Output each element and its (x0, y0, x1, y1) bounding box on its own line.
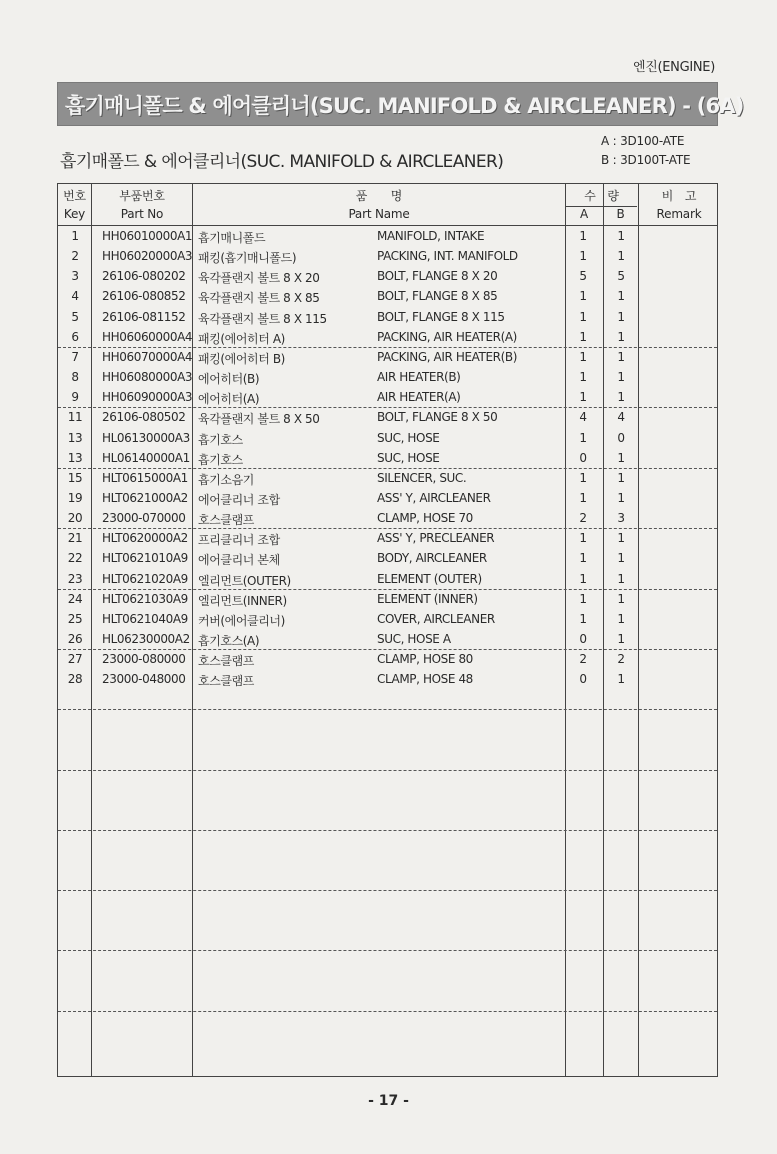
header-remark-en: Remark (656, 207, 702, 221)
cell-qty-b: 1 (617, 672, 625, 687)
cell-name-kr: 흡기소음기 (198, 472, 254, 487)
row-separator (58, 830, 717, 831)
table-row (58, 468, 717, 488)
cell-name-en: COVER, AIRCLEANER (377, 611, 495, 626)
section-label: 엔진(ENGINE) (632, 60, 715, 75)
cell-part-no: 26106-080202 (102, 269, 186, 284)
cell-name-kr: 커버(에어클리너) (198, 613, 285, 628)
cell-key: 25 (67, 611, 83, 626)
cell-part-no: HLT0615000A1 (102, 470, 188, 485)
cell-part-no: 23000-070000 (102, 511, 186, 526)
cell-name-kr: 패킹(에어히터 A) (198, 331, 285, 346)
cell-name-kr: 육각플랜지 볼트 8 X 85 (198, 291, 320, 306)
table-row (58, 589, 717, 609)
cell-key: 24 (67, 591, 83, 606)
table-row (58, 629, 717, 649)
cell-part-no: HLT0621040A9 (102, 611, 188, 626)
cell-name-en: SUC, HOSE (377, 450, 440, 465)
cell-qty-a: 1 (579, 430, 587, 445)
table-row (58, 508, 717, 528)
cell-name-en: BOLT, FLANGE 8 X 115 (377, 309, 505, 324)
cell-name-en: BOLT, FLANGE 8 X 20 (377, 269, 498, 284)
cell-name-en: PACKING, AIR HEATER(B) (377, 349, 517, 364)
cell-key: 13 (67, 430, 83, 445)
cell-qty-b: 0 (617, 430, 625, 445)
cell-key: 5 (71, 309, 79, 324)
table-row (58, 448, 717, 468)
cell-key: 19 (67, 490, 83, 505)
cell-qty-a: 1 (579, 390, 587, 405)
model-b-label: B : 3D100T-ATE (601, 153, 691, 167)
cell-part-no: 26106-080852 (102, 289, 186, 304)
cell-name-kr: 패킹(에어히터 B) (198, 351, 285, 366)
cell-name-kr: 에어히터(B) (198, 372, 260, 387)
cell-qty-a: 1 (579, 470, 587, 485)
cell-part-no: HL06230000A2 (102, 632, 190, 646)
cell-qty-b: 1 (617, 531, 625, 546)
cell-name-kr: 흡기호스(A) (198, 634, 260, 648)
cell-part-no: HH06080000A3 (102, 370, 193, 385)
cell-name-en: CLAMP, HOSE 48 (377, 672, 473, 687)
cell-qty-b: 5 (617, 269, 625, 284)
cell-name-en: PACKING, AIR HEATER(A) (377, 329, 517, 344)
cell-qty-a: 1 (579, 309, 587, 324)
cell-qty-a: 4 (579, 410, 587, 425)
row-separator (58, 770, 717, 771)
cell-part-no: 26106-080502 (102, 410, 186, 425)
cell-part-no: 26106-081152 (102, 309, 186, 324)
table-row (58, 387, 717, 407)
cell-key: 13 (67, 450, 83, 465)
header-key-en: Key (63, 207, 86, 221)
cell-key: 20 (67, 511, 83, 526)
cell-qty-a: 1 (579, 349, 587, 364)
cell-part-no: HLT0621000A2 (102, 490, 188, 505)
cell-name-en: SUC, HOSE A (377, 632, 451, 646)
cell-name-kr: 흡기호스 (198, 432, 243, 447)
cell-name-en: PACKING, INT. MANIFOLD (377, 249, 518, 264)
page-title: 흡기매니폴드 & 에어클리너(SUC. MANIFOLD & AIRCLEANER) - (6A) (65, 94, 744, 118)
cell-key: 1 (71, 229, 79, 243)
table-row (58, 266, 717, 286)
row-separator (58, 528, 717, 529)
parts-table (57, 183, 718, 1077)
cell-name-kr: 호스클램프 (198, 674, 254, 689)
table-row (58, 488, 717, 508)
cell-part-no: HLT0621030A9 (102, 591, 188, 606)
table-row (58, 226, 717, 246)
cell-qty-b: 1 (617, 551, 625, 566)
cell-name-kr: 육각플랜지 볼트 8 X 50 (198, 412, 320, 427)
cell-qty-a: 2 (579, 511, 587, 526)
cell-key: 26 (67, 632, 83, 646)
cell-name-kr: 프리클리너 조합 (198, 533, 280, 548)
header-partno-en: Part No (120, 207, 164, 221)
cell-name-kr: 엘리먼트(OUTER) (198, 573, 291, 588)
table-row (58, 569, 717, 589)
table-row (58, 548, 717, 568)
table-row (58, 327, 717, 347)
page-subtitle: 흡기매폴드 & 에어클리너(SUC. MANIFOLD & AIRCLEANER) (60, 152, 504, 172)
cell-name-en: BODY, AIRCLEANER (377, 551, 487, 566)
table-row (58, 428, 717, 448)
cell-part-no: 23000-080000 (102, 652, 186, 667)
cell-name-en: ASS' Y, AIRCLEANER (377, 490, 491, 505)
header-name-kr: 품 명 (355, 189, 403, 203)
table-row (58, 246, 717, 266)
cell-key: 3 (71, 269, 79, 284)
cell-part-no: HH06090000A3 (102, 390, 193, 405)
cell-key: 2 (71, 249, 79, 264)
cell-part-no: HH06060000A4 (102, 329, 193, 344)
cell-name-en: AIR HEATER(B) (377, 370, 461, 385)
cell-part-no: HL06140000A1 (102, 450, 190, 465)
cell-part-no: HH06070000A4 (102, 349, 193, 364)
cell-key: 7 (71, 349, 79, 364)
cell-name-kr: 에어히터(A) (198, 392, 260, 407)
cell-name-en: MANIFOLD, INTAKE (377, 229, 485, 243)
cell-key: 28 (67, 672, 83, 687)
cell-name-kr: 에어클리너 본체 (198, 553, 280, 568)
cell-qty-a: 1 (579, 531, 587, 546)
cell-qty-a: 0 (579, 632, 587, 646)
cell-key: 23 (67, 571, 83, 586)
title-banner (57, 82, 744, 126)
cell-qty-b: 1 (617, 450, 625, 465)
header-qty-b: B (616, 207, 625, 221)
row-separator (58, 709, 717, 710)
cell-qty-a: 5 (579, 269, 587, 284)
cell-name-en: BOLT, FLANGE 8 X 50 (377, 410, 498, 425)
cell-qty-b: 1 (617, 229, 625, 243)
cell-qty-a: 0 (579, 450, 587, 465)
row-separator (58, 468, 717, 469)
cell-qty-a: 1 (579, 229, 587, 243)
header-qty-a: A (579, 207, 588, 221)
cell-qty-a: 1 (579, 551, 587, 566)
cell-name-en: SILENCER, SUC. (377, 470, 467, 485)
row-separator (58, 950, 717, 951)
header-partno-kr: 부품번호 (119, 189, 165, 203)
model-a-label: A : 3D100-ATE (601, 134, 685, 148)
cell-qty-a: 1 (579, 249, 587, 264)
page-number: - 17 - (368, 1093, 409, 1109)
cell-name-kr: 흡기호스 (198, 452, 243, 467)
cell-part-no: HLT0620000A2 (102, 531, 188, 546)
cell-qty-b: 1 (617, 571, 625, 586)
cell-key: 8 (71, 370, 79, 385)
table-row (58, 347, 717, 367)
cell-qty-a: 1 (579, 490, 587, 505)
table-row (58, 528, 717, 548)
cell-part-no: HH06010000A1 (102, 229, 193, 243)
header-key-kr: 번호 (63, 189, 86, 203)
table-row (58, 609, 717, 629)
cell-name-en: ELEMENT (INNER) (377, 591, 478, 606)
cell-part-no: 23000-048000 (102, 672, 186, 687)
header-qty-kr: 수 량 (584, 189, 619, 203)
cell-key: 9 (71, 390, 79, 405)
table-row (58, 669, 717, 689)
cell-part-no: HL06130000A3 (102, 430, 190, 445)
cell-part-no: HH06020000A3 (102, 249, 193, 264)
cell-qty-b: 1 (617, 490, 625, 505)
cell-name-kr: 에어클리너 조합 (198, 492, 280, 507)
cell-qty-a: 1 (579, 571, 587, 586)
cell-qty-b: 1 (617, 249, 625, 264)
cell-qty-b: 1 (617, 611, 625, 626)
table-row (58, 286, 717, 306)
cell-key: 6 (71, 329, 79, 344)
header-remark-kr: 비 고 (661, 189, 697, 203)
cell-qty-a: 1 (579, 370, 587, 385)
cell-qty-b: 1 (617, 390, 625, 405)
cell-qty-b: 1 (617, 289, 625, 304)
cell-qty-a: 1 (579, 329, 587, 344)
cell-qty-a: 2 (579, 652, 587, 667)
cell-qty-b: 1 (617, 309, 625, 324)
cell-key: 4 (71, 289, 79, 304)
cell-name-kr: 패킹(흡기매니폴드) (198, 251, 297, 266)
cell-qty-b: 3 (617, 511, 625, 526)
cell-qty-b: 1 (617, 470, 625, 485)
table-row (58, 407, 717, 427)
cell-qty-b: 1 (617, 591, 625, 606)
cell-qty-a: 1 (579, 289, 587, 304)
cell-name-kr: 호스클램프 (198, 654, 254, 669)
cell-name-en: SUC, HOSE (377, 430, 440, 445)
cell-qty-a: 1 (579, 591, 587, 606)
cell-qty-b: 1 (617, 349, 625, 364)
cell-name-en: CLAMP, HOSE 70 (377, 511, 473, 526)
cell-qty-a: 0 (579, 672, 587, 687)
cell-qty-b: 1 (617, 632, 625, 646)
row-separator (58, 589, 717, 590)
cell-qty-b: 1 (617, 329, 625, 344)
cell-qty-b: 4 (617, 410, 625, 425)
cell-name-en: AIR HEATER(A) (377, 390, 461, 405)
cell-name-kr: 육각플랜지 볼트 8 X 115 (198, 311, 327, 326)
table-row (58, 307, 717, 327)
cell-key: 27 (67, 652, 83, 667)
row-separator (58, 649, 717, 650)
cell-name-en: BOLT, FLANGE 8 X 85 (377, 289, 498, 304)
cell-key: 21 (67, 531, 83, 546)
cell-name-kr: 호스클램프 (198, 513, 254, 528)
cell-part-no: HLT0621020A9 (102, 571, 188, 586)
cell-name-kr: 육각플랜지 볼트 8 X 20 (198, 271, 320, 286)
row-separator (58, 1011, 717, 1012)
row-separator (58, 890, 717, 891)
row-separator (58, 347, 717, 348)
table-row (58, 649, 717, 669)
cell-name-kr: 엘리먼트(INNER) (198, 593, 287, 608)
cell-name-kr: 흡기매니폴드 (198, 231, 266, 245)
table-row (58, 367, 717, 387)
cell-qty-a: 1 (579, 611, 587, 626)
cell-qty-b: 1 (617, 370, 625, 385)
cell-name-en: ASS' Y, PRECLEANER (377, 531, 495, 546)
header-name-en: Part Name (348, 207, 410, 221)
row-separator (58, 407, 717, 408)
cell-key: 15 (67, 470, 83, 485)
cell-key: 22 (67, 551, 83, 566)
cell-qty-b: 2 (617, 652, 625, 667)
cell-name-en: ELEMENT (OUTER) (377, 571, 482, 586)
cell-part-no: HLT0621010A9 (102, 551, 188, 566)
cell-key: 11 (67, 410, 83, 425)
cell-name-en: CLAMP, HOSE 80 (377, 652, 473, 667)
